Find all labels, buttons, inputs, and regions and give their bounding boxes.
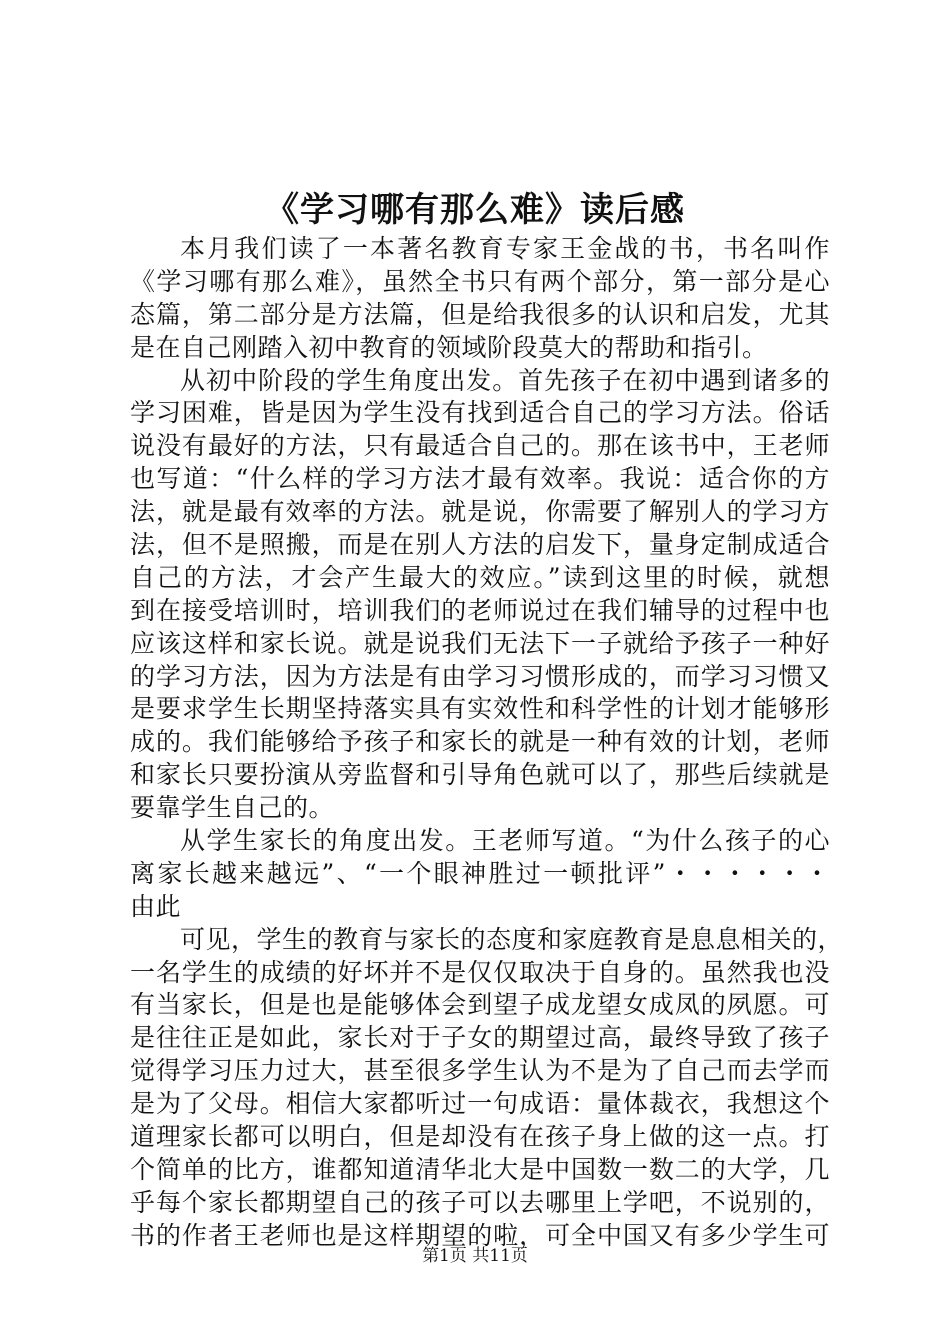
text-line: 应该这样和家长说。就是说我们无法下一子就给予孩子一种好 [130,628,830,658]
document-body [130,233,844,1253]
text-line: 态篇，第二部分是方法篇，但是给我很多的认识和启发，尤其 [130,299,830,329]
text-line: 自己的方法，才会产生最大的效应。”读到这里的时候，就想 [130,562,830,592]
text-line: 道理家长都可以明白，但是却没有在孩子身上做的这一点。打 [130,1122,830,1152]
text-line: 《学习哪有那么难》，虽然全书只有两个部分，第一部分是心 [130,266,830,296]
text-line: 法，就是最有效率的方法。就是说，你需要了解别人的学习方 [130,497,830,527]
text-line: 要靠学生自己的。 [130,793,335,823]
text-line: 说没有最好的方法，只有最适合自己的。那在该书中，王老师 [130,431,830,461]
text-line: 法，但不是照搬，而是在别人方法的启发下，量身定制成适合 [130,530,830,560]
text-line: 是在自己刚踏入初中教育的领域阶段莫大的帮助和指引。 [130,332,768,362]
text-line: 有当家长，但是也是能够体会到望子成龙望女成凤的夙愿。可 [130,990,830,1020]
text-line: 由此 [130,891,182,921]
text-line: 从学生家长的角度出发。王老师写道。“为什么孩子的心 [180,826,830,856]
text-line: 是为了父母。相信大家都听过一句成语：量体裁衣，我想这个 [130,1089,830,1119]
text-line: 书的作者王老师也是这样期望的啦，可全中国又有多少学生可 [130,1220,830,1250]
text-line: 是往往正是如此，家长对于子女的期望过高，最终导致了孩子 [130,1023,830,1053]
text-line: 本月我们读了一本著名教育专家王金战的书，书名叫作 [180,234,830,263]
text-line: 个简单的比方，谁都知道清华北大是中国数一数二的大学，几 [130,1154,830,1184]
text-line: 到在接受培训时，培训我们的老师说过在我们辅导的过程中也 [130,595,830,625]
text-line: 学习困难，皆是因为学生没有找到适合自己的学习方法。俗话 [130,398,830,428]
text-line: 也写道：“什么样的学习方法才最有效率。我说：适合你的方 [130,464,830,494]
text-line: 从初中阶段的学生角度出发。首先孩子在初中遇到诸多的 [180,365,830,395]
text-line: 可见，学生的教育与家长的态度和家庭教育是息息相关的， [180,924,844,954]
text-line: 觉得学习压力过大，甚至很多学生认为不是为了自己而去学而 [130,1056,830,1086]
text-line: 和家长只要扮演从旁监督和引导角色就可以了，那些后续就是 [130,760,830,790]
text-line: 乎每个家长都期望自己的孩子可以去哪里上学吧，不说别的， [130,1187,830,1217]
text-line: 的学习方法，因为方法是有由学习习惯形成的，而学习习惯又 [130,661,830,691]
text-line: 是要求学生长期坚持落实具有实效性和科学性的计划才能够形 [130,694,830,724]
page-footer: 第1页 共11页 [422,1246,528,1266]
text-line: 离家长越来越远”、“一个眼神胜过一顿批评”・・・・・・ [130,858,830,888]
document-title: 《学习哪有那么难》读后感 [265,190,685,230]
text-line: 一名学生的成绩的好坏并不是仅仅取决于自身的。虽然我也没 [130,957,830,987]
text-line: 成的。我们能够给予孩子和家长的就是一种有效的计划，老师 [130,727,830,757]
